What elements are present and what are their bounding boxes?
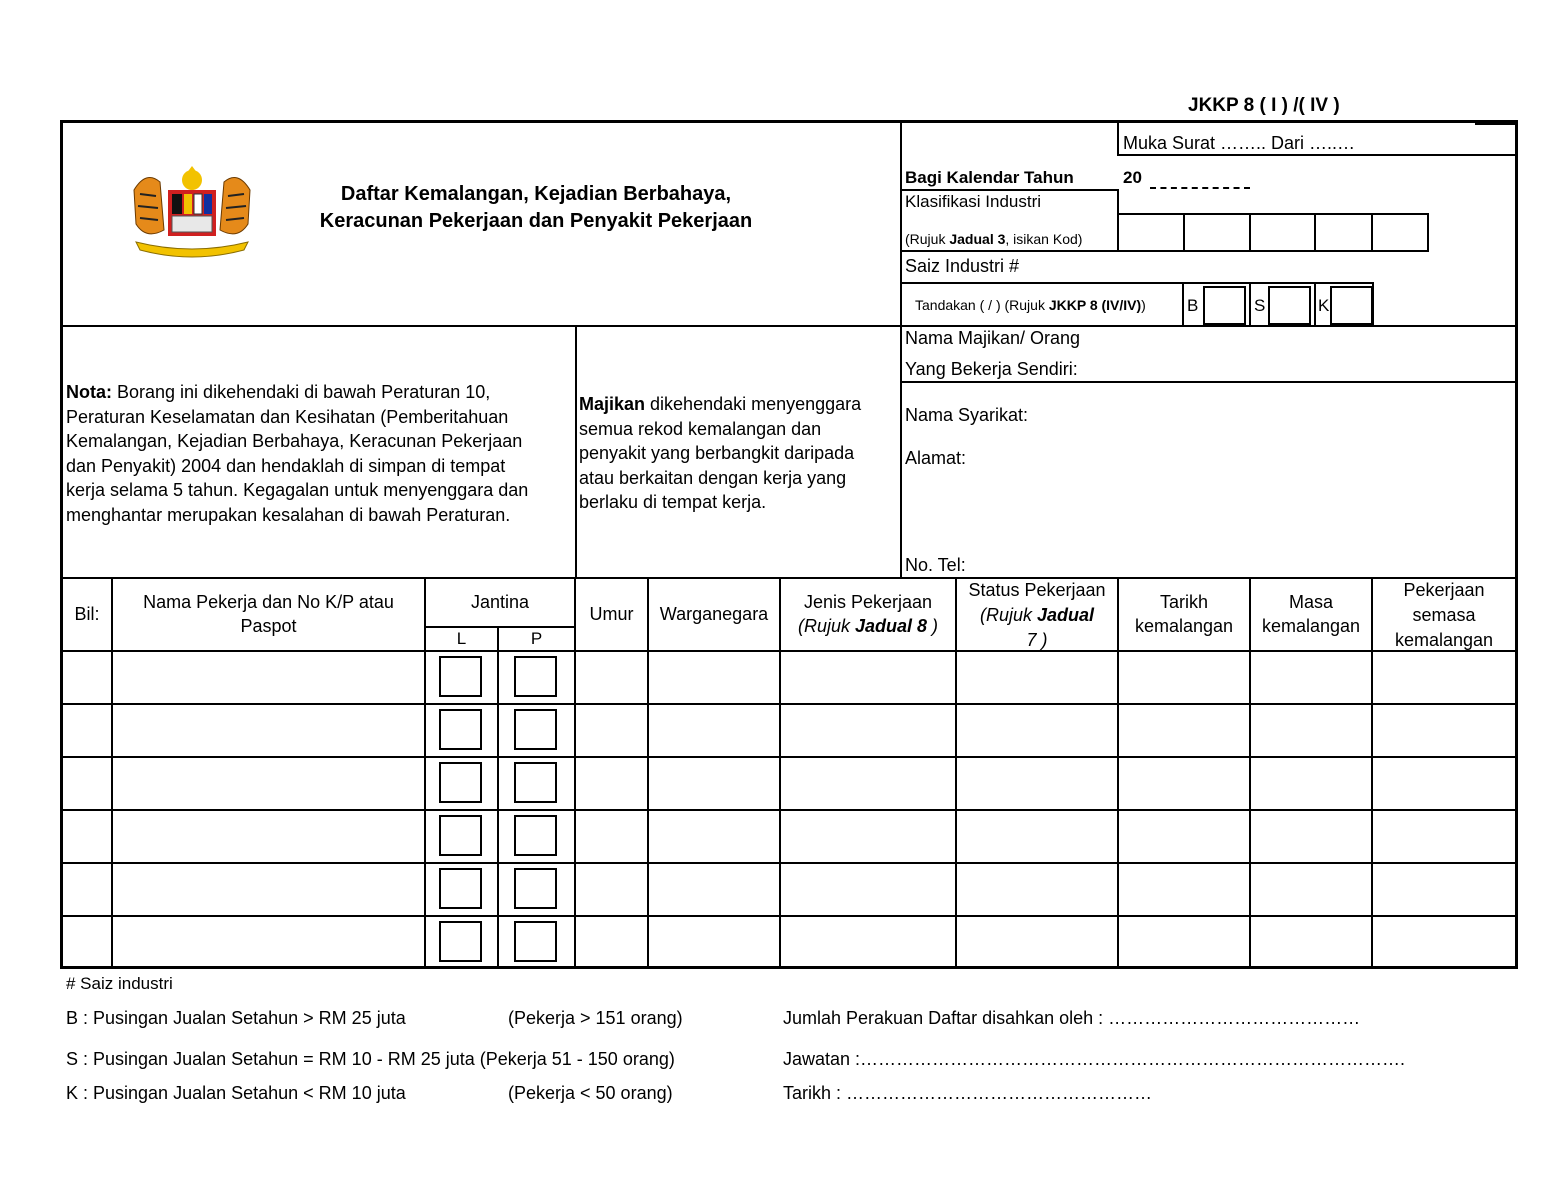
frame-top [60, 120, 1518, 123]
name-cell[interactable] [113, 652, 424, 702]
size-option-k-checkbox[interactable] [1330, 286, 1373, 325]
job-type-cell[interactable] [781, 652, 955, 702]
nationality-cell[interactable] [649, 917, 779, 967]
age-cell[interactable] [576, 811, 647, 861]
certified-by-field[interactable]: Jumlah Perakuan Daftar disahkan oleh : …………………………………… [783, 1008, 1361, 1028]
gender-p-checkbox[interactable] [514, 709, 557, 750]
name-cell[interactable] [113, 917, 424, 967]
work-during-accident-cell[interactable] [1373, 864, 1513, 914]
accident-date-cell[interactable] [1119, 811, 1249, 861]
form-title-line2: Keracunan Pekerjaan dan Penyakit Pekerjaan [319, 210, 753, 232]
col-header-gender: Jantina [470, 592, 530, 612]
col-header-name-line2: Paspot [240, 616, 297, 636]
industry-code-sep-2 [1249, 213, 1251, 252]
tick-sep-a [1182, 284, 1184, 326]
nationality-cell[interactable] [649, 652, 779, 702]
accident-time-cell[interactable] [1251, 758, 1371, 808]
name-cell[interactable] [113, 758, 424, 808]
bil-cell[interactable] [63, 758, 111, 808]
job-type-cell[interactable] [781, 917, 955, 967]
industry-code-sep-1 [1183, 213, 1185, 252]
employer-name-label-line2: Yang Bekerja Sendiri: [905, 359, 1078, 379]
col-header-gender-p: P [530, 629, 543, 648]
gender-l-checkbox[interactable] [439, 656, 482, 697]
col-header-name-line1: Nama Pekerja dan No K/P atau [143, 592, 394, 612]
accident-date-cell[interactable] [1119, 917, 1249, 967]
accident-date-cell[interactable] [1119, 652, 1249, 702]
industry-code-input-2[interactable] [1186, 215, 1248, 250]
age-cell[interactable] [576, 864, 647, 914]
date-field[interactable]: Tarikh : …………………………………………… [783, 1083, 1153, 1103]
size-legend-s: S : Pusingan Jualan Setahun = RM 10 - RM 25 juta (Pekerja 51 - 150 orang) [66, 1049, 675, 1069]
table-header-top [60, 577, 1518, 579]
age-cell[interactable] [576, 652, 647, 702]
size-option-k-label: K [1318, 296, 1330, 315]
calendar-year-fill-line[interactable] [1150, 187, 1250, 189]
accident-time-cell[interactable] [1251, 705, 1371, 755]
gender-p-checkbox[interactable] [514, 656, 557, 697]
work-during-accident-cell[interactable] [1373, 917, 1513, 967]
tick-row-top [902, 282, 1374, 284]
size-legend-title: # Saiz industri [66, 974, 173, 993]
industry-code-input-1[interactable] [1120, 215, 1182, 250]
job-type-cell[interactable] [781, 864, 955, 914]
col-header-age: Umur [589, 604, 634, 624]
calendar-year-value: 20 [1123, 168, 1142, 187]
calendar-year-label: Bagi Kalendar Tahun [905, 168, 1074, 187]
work-during-accident-cell[interactable] [1373, 811, 1513, 861]
page-number-label: Muka Surat …….. Dari …..… [1123, 133, 1356, 153]
gender-l-checkbox[interactable] [439, 815, 482, 856]
bil-cell[interactable] [63, 705, 111, 755]
size-legend-b-workers: (Pekerja > 151 orang) [508, 1008, 683, 1028]
form-title-line1: Daftar Kemalangan, Kejadian Berbahaya, [340, 183, 732, 205]
job-type-cell[interactable] [781, 758, 955, 808]
position-field[interactable]: Jawatan :………………………………………………………………………………. [783, 1049, 1406, 1069]
accident-time-cell[interactable] [1251, 811, 1371, 861]
page-box-left [1117, 122, 1119, 156]
age-cell[interactable] [576, 758, 647, 808]
bil-cell[interactable] [63, 864, 111, 914]
phone-field[interactable] [975, 550, 1510, 575]
col-header-time-line2: kemalangan [1261, 616, 1361, 636]
size-legend-k-workers: (Pekerja < 50 orang) [508, 1083, 673, 1103]
gender-p-checkbox[interactable] [514, 762, 557, 803]
company-name-label: Nama Syarikat: [905, 405, 1029, 425]
gender-p-checkbox[interactable] [514, 868, 557, 909]
job-status-cell[interactable] [957, 652, 1117, 702]
tick-hint: Tandakan ( / ) (Rujuk JKKP 8 (IV/IV)) [915, 297, 1146, 313]
industry-class-hint: (Rujuk Jadual 3, isikan Kod) [905, 231, 1083, 247]
employer-name-bottom [902, 381, 1515, 383]
job-status-cell[interactable] [957, 811, 1117, 861]
gender-l-checkbox[interactable] [439, 921, 482, 962]
col-header-work-line3: kemalangan [1394, 630, 1494, 650]
col-header-date-line1: Tarikh [1159, 592, 1208, 612]
accident-date-cell[interactable] [1119, 705, 1249, 755]
gender-p-checkbox[interactable] [514, 815, 557, 856]
frame-right [1515, 120, 1518, 969]
industry-class-top [902, 189, 1119, 191]
name-cell[interactable] [113, 811, 424, 861]
nationality-cell[interactable] [649, 864, 779, 914]
job-status-cell[interactable] [957, 864, 1117, 914]
col-header-work-line1: Pekerjaan [1403, 580, 1485, 600]
age-cell[interactable] [576, 705, 647, 755]
work-during-accident-cell[interactable] [1373, 652, 1513, 702]
gender-sub-divider [426, 626, 575, 628]
form-code: JKKP 8 ( I ) /( IV ) [1188, 95, 1340, 116]
col-header-date-line2: kemalangan [1134, 616, 1234, 636]
age-cell[interactable] [576, 917, 647, 967]
col-header-status-line1: Status Pekerjaan [968, 580, 1106, 600]
accident-time-cell[interactable] [1251, 917, 1371, 967]
gender-l-checkbox[interactable] [439, 762, 482, 803]
size-option-b-checkbox[interactable] [1203, 286, 1246, 325]
job-status-cell[interactable] [957, 705, 1117, 755]
industry-code-sep-3 [1314, 213, 1316, 252]
employer-note-text: Majikan dikehendaki menyenggara semua rekod kemalangan dan penyakit yang berbangkit daripada atau berkaitan dengan kerja yang berlaku di tempat kerja. [579, 394, 862, 512]
address-field[interactable] [975, 440, 1510, 540]
size-legend-b: B : Pusingan Jualan Setahun > RM 25 juta [66, 1008, 406, 1028]
col-header-nationality: Warganegara [659, 604, 769, 624]
coat-of-arms-logo [126, 160, 258, 260]
work-during-accident-cell[interactable] [1373, 758, 1513, 808]
col-header-bil: Bil: [74, 604, 100, 624]
nationality-cell[interactable] [649, 705, 779, 755]
bil-cell[interactable] [63, 917, 111, 967]
work-during-accident-cell[interactable] [1373, 705, 1513, 755]
accident-date-cell[interactable] [1119, 864, 1249, 914]
note-text: Nota: Borang ini dikehendaki di bawah Peraturan 10, Peraturan Keselamatan dan Kesihatan (Pemberitahuan Kemalangan, Kejadian Berbahaya, Keracunan Pekerjaan dan Penyakit) 2004 dan hendaklah di simpan di tempat kerja selama 5 tahun. Kegagalan untuk menyenggara dan menghantar merupakan kesalahan di bawah Peraturan. [66, 382, 529, 525]
job-status-cell[interactable] [957, 758, 1117, 808]
employer-name-field[interactable] [1095, 330, 1513, 380]
nationality-cell[interactable] [649, 758, 779, 808]
size-option-s-checkbox[interactable] [1268, 286, 1311, 325]
tick-sep-c [1314, 284, 1316, 326]
employer-name-label-line1: Nama Majikan/ Orang [905, 328, 1081, 348]
industry-code-input-5[interactable] [1374, 215, 1427, 250]
industry-code-input-3[interactable] [1252, 215, 1313, 250]
job-type-cell[interactable] [781, 705, 955, 755]
size-option-s-label: S [1254, 296, 1266, 315]
col-header-work-line2: semasa [1412, 605, 1476, 625]
tick-sep-b [1249, 284, 1251, 326]
col-header-job-line1: Jenis Pekerjaan [803, 592, 933, 612]
note-divider [575, 325, 577, 578]
address-label: Alamat: [905, 448, 967, 468]
industry-class-label: Klasifikasi Industri [905, 192, 1042, 211]
job-status-cell[interactable] [957, 917, 1117, 967]
size-option-b-label: B [1187, 296, 1199, 315]
phone-label: No. Tel: [905, 555, 966, 575]
page-box-bottom [1117, 154, 1515, 156]
accident-date-cell[interactable] [1119, 758, 1249, 808]
page-box-top-notch [1475, 122, 1515, 125]
header-divider-left [60, 325, 902, 327]
accident-time-cell[interactable] [1251, 864, 1371, 914]
bil-cell[interactable] [63, 652, 111, 702]
nationality-cell[interactable] [649, 811, 779, 861]
gender-l-checkbox[interactable] [439, 709, 482, 750]
col-header-status-line2: (Rujuk Jadual [979, 605, 1095, 625]
name-cell[interactable] [113, 705, 424, 755]
bil-cell[interactable] [63, 811, 111, 861]
col-header-job-line2: (Rujuk Jadual 8 ) [797, 616, 939, 636]
gender-p-checkbox[interactable] [514, 921, 557, 962]
employer-section-top [900, 325, 1518, 327]
company-name-field[interactable] [1040, 400, 1510, 430]
industry-size-top [902, 250, 1429, 252]
col-header-gender-l: L [456, 629, 467, 648]
industry-code-sep-4 [1371, 213, 1373, 252]
name-cell[interactable] [113, 864, 424, 914]
job-type-cell[interactable] [781, 811, 955, 861]
industry-size-label: Saiz Industri # [905, 256, 1020, 276]
col-header-status-line3: 7 ) [1026, 630, 1048, 650]
accident-time-cell[interactable] [1251, 652, 1371, 702]
industry-code-input-4[interactable] [1317, 215, 1370, 250]
col-header-time-line1: Masa [1288, 592, 1333, 612]
size-legend-k: K : Pusingan Jualan Setahun < RM 10 juta [66, 1083, 406, 1103]
gender-l-checkbox[interactable] [439, 868, 482, 909]
